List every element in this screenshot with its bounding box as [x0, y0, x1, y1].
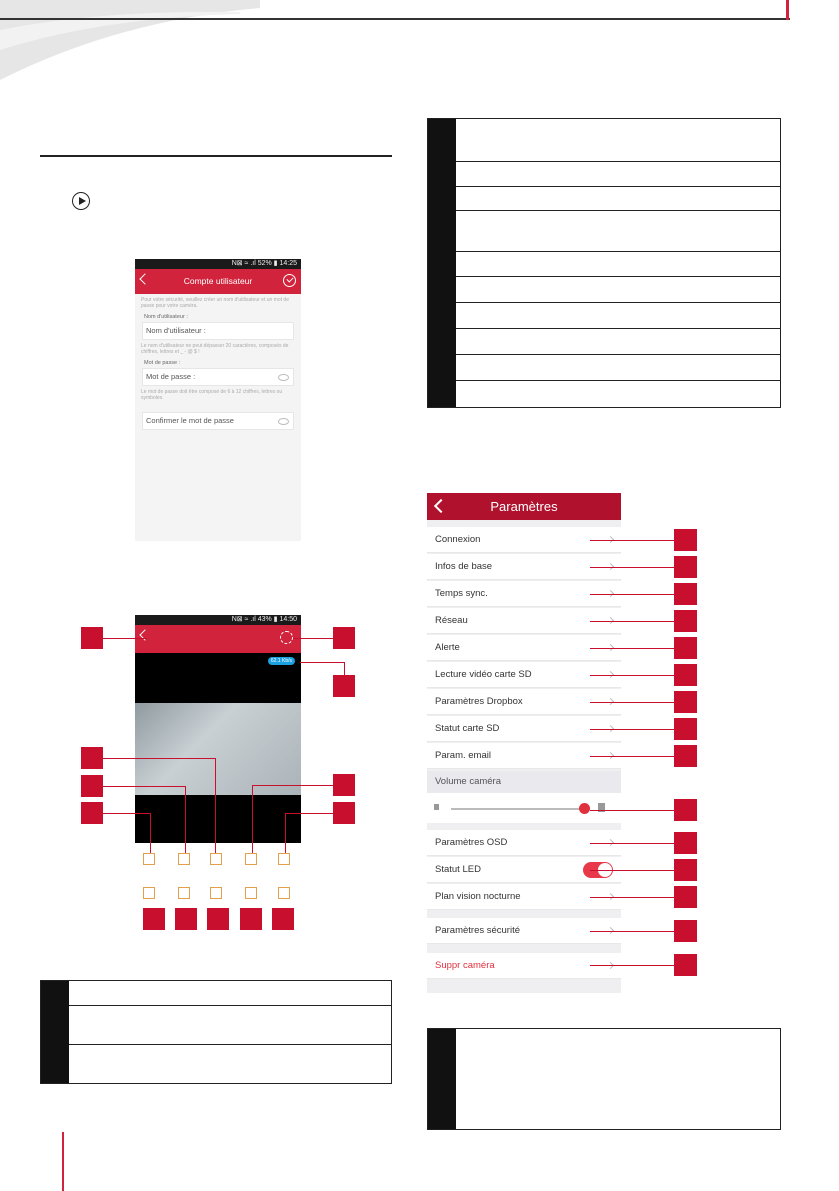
callout-box [674, 832, 697, 854]
talk-icon[interactable] [245, 853, 257, 865]
live-header [135, 625, 301, 653]
callout-box [333, 774, 355, 796]
callout-box [333, 627, 355, 649]
callout-box [674, 859, 697, 881]
callout-box [674, 745, 697, 767]
callout-line [103, 786, 185, 787]
bitrate-badge: 62.1 Kb/s [268, 657, 295, 665]
callout-line [252, 785, 333, 786]
table-row [456, 276, 780, 277]
callout-box [674, 637, 697, 659]
legend-table-right [427, 118, 781, 408]
item-label: Réseau [435, 615, 468, 626]
callout-line [293, 638, 333, 639]
callout-line [285, 813, 286, 853]
corner-swoosh-decoration [0, 0, 260, 80]
callout-line [590, 702, 674, 703]
table-row [69, 1005, 391, 1006]
callout-box [674, 610, 697, 632]
rotate-icon[interactable] [245, 887, 257, 899]
eye-icon[interactable] [278, 374, 289, 381]
item-label: Alerte [435, 642, 460, 653]
confirm-check-icon[interactable] [283, 274, 296, 287]
callout-line [590, 621, 674, 622]
confirm-placeholder: Confirmer le mot de passe [146, 416, 234, 425]
confirm-password-field[interactable] [142, 412, 294, 430]
password-placeholder: Mot de passe : [146, 372, 196, 381]
table-row [456, 302, 780, 303]
table-row [456, 354, 780, 355]
item-label: Paramètres Dropbox [435, 696, 523, 707]
item-label: Lecture vidéo carte SD [435, 669, 532, 680]
speaker-icon[interactable] [143, 853, 155, 865]
table-row [456, 251, 780, 252]
table-row [456, 161, 780, 162]
password-label: Mot de passe : [144, 360, 181, 366]
item-label: Suppr caméra [435, 960, 495, 971]
speaker-low-icon [434, 804, 439, 810]
callout-box [81, 775, 103, 797]
screen-title: Compte utilisateur [183, 276, 253, 286]
callout-line [252, 785, 253, 853]
callout-line [590, 843, 674, 844]
callout-line [590, 540, 674, 541]
light-icon[interactable] [143, 887, 155, 899]
section-rule [40, 155, 392, 157]
item-label: Statut LED [435, 864, 481, 875]
callout-line [103, 638, 147, 639]
item-label: Param. email [435, 750, 491, 761]
legend-table-bottom-right [427, 1028, 781, 1130]
callout-box [674, 920, 697, 942]
record-icon[interactable] [210, 853, 222, 865]
table-header-column [428, 119, 456, 407]
callout-line [300, 662, 344, 663]
table-row [456, 328, 780, 329]
eye-icon[interactable] [278, 418, 289, 425]
username-hint: Le nom d'utilisateur ne peut dépasser 20 caractères, composés de chiffres, lettres et _ - @ $ ! [141, 343, 289, 355]
table-row [69, 1044, 391, 1045]
callout-box [674, 799, 697, 821]
quality-icon[interactable] [278, 853, 290, 865]
mirror-icon[interactable] [178, 887, 190, 899]
callout-line [590, 648, 674, 649]
callout-line [590, 897, 674, 898]
callout-box [674, 886, 697, 908]
callout-box [333, 675, 355, 697]
flip-icon[interactable] [210, 887, 222, 899]
password-field[interactable] [142, 368, 294, 386]
video-area [135, 653, 301, 843]
volume-slider-track[interactable] [451, 808, 583, 810]
callout-line [590, 567, 674, 568]
callout-box [143, 908, 165, 930]
callout-box [674, 954, 697, 976]
callout-line [215, 758, 216, 853]
item-label: Connexion [435, 534, 481, 545]
item-label: Paramètres OSD [435, 837, 508, 848]
callout-line [344, 662, 345, 675]
table-header-column [428, 1029, 456, 1129]
callout-line [590, 594, 674, 595]
settings-item-delete[interactable] [427, 953, 621, 979]
callout-line [103, 813, 150, 814]
status-bar: N⊠ ≈ .ıl 43% ▮ 14:50 [135, 615, 301, 625]
item-label: Statut carte SD [435, 723, 500, 734]
callout-box [674, 691, 697, 713]
callout-box [333, 802, 355, 824]
table-row [456, 380, 780, 381]
app-header [135, 269, 301, 294]
page-side-marker [62, 1132, 64, 1191]
live-view-screenshot [135, 615, 301, 945]
callout-box [81, 627, 103, 649]
gear-icon[interactable] [280, 631, 293, 644]
callout-line [285, 813, 333, 814]
callout-box [674, 664, 697, 686]
legend-table-left [40, 980, 392, 1084]
callout-line [590, 810, 674, 811]
settings-title: Paramètres [490, 499, 558, 514]
callout-box [81, 747, 103, 769]
callout-box [81, 802, 103, 824]
password-hint: Le mot de passe doit être composé de 6 à 12 chiffres, lettres ou symboles. [141, 389, 283, 401]
preset-icon[interactable] [278, 887, 290, 899]
callout-line [590, 675, 674, 676]
table-header-column [41, 981, 69, 1083]
settings-header [427, 493, 621, 520]
item-label: Temps sync. [435, 588, 488, 599]
callout-box [674, 583, 697, 605]
top-rule [0, 18, 790, 20]
volume-slider-handle[interactable] [579, 803, 590, 814]
camera-snapshot-icon[interactable] [178, 853, 190, 865]
username-label: Nom d'utilisateur : [144, 314, 188, 320]
table-row [456, 186, 780, 187]
play-icon [72, 192, 90, 210]
item-label: Infos de base [435, 561, 493, 572]
callout-line [150, 813, 151, 853]
callout-box [674, 529, 697, 551]
callout-box [240, 908, 262, 930]
callout-line [590, 870, 674, 871]
item-label: Plan vision nocturne [435, 891, 521, 902]
item-label: Paramètres sécurité [435, 925, 521, 936]
callout-box [272, 908, 294, 930]
callout-box [674, 718, 697, 740]
callout-line [185, 786, 186, 853]
intro-text: Pour votre sécurité, veuillez créer un nom d'utilisateur et un mot de passe pour votre caméra. [141, 297, 289, 309]
callout-line [590, 931, 674, 932]
table-row [456, 210, 780, 211]
top-red-marker [786, 0, 789, 20]
callout-line [590, 756, 674, 757]
callout-line [103, 758, 215, 759]
volume-group-header: Volume caméra [427, 771, 621, 793]
volume-row [427, 793, 621, 823]
callout-line [590, 965, 674, 966]
settings-screenshot [427, 493, 621, 993]
user-account-screenshot [135, 259, 301, 541]
callout-box [175, 908, 197, 930]
camera-image [135, 703, 301, 795]
callout-line [590, 729, 674, 730]
status-bar: N⊠ ≈ .ıl 52% ▮ 14:25 [135, 259, 301, 269]
username-field[interactable]: Nom d'utilisateur : [142, 322, 294, 340]
callout-box [674, 556, 697, 578]
callout-box [207, 908, 229, 930]
